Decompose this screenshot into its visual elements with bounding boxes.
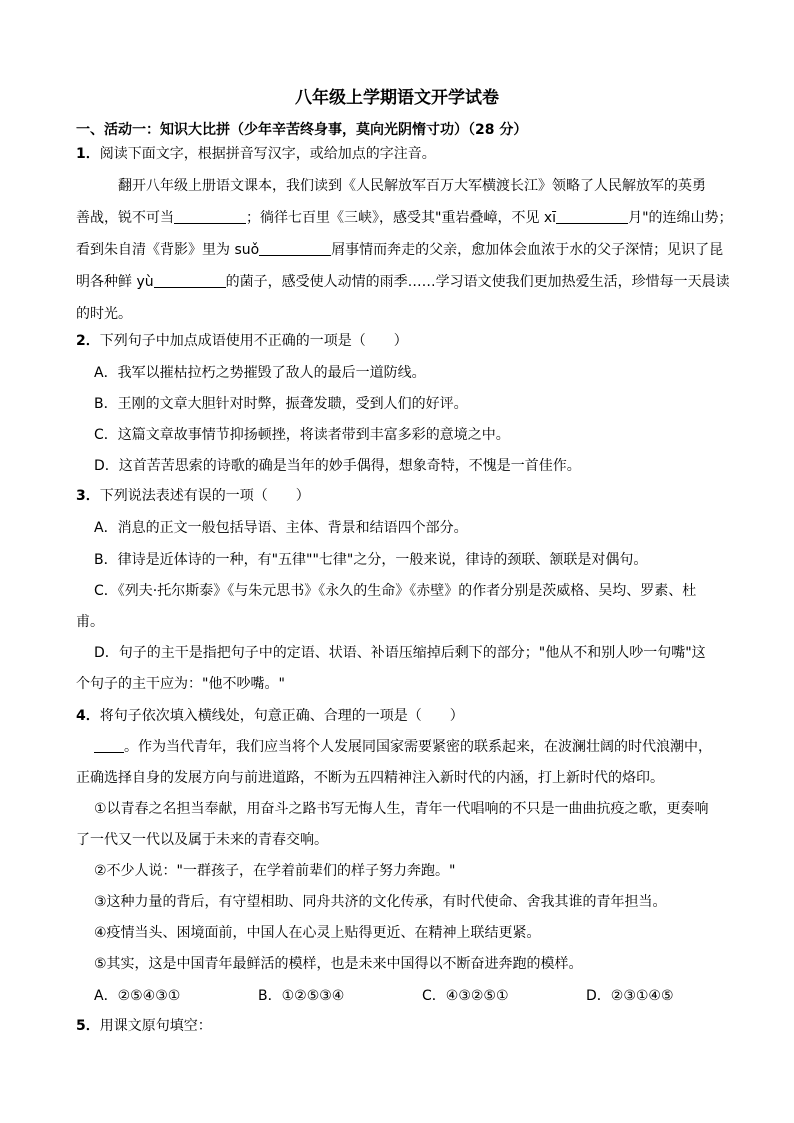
question-3-option-c[interactable]: C．《列夫·托尔斯泰》《与朱元思书》《永久的生命》《赤壁》的作者分别是茨威格、吴均、罗素、杜 <box>94 583 697 599</box>
question-4-sentence-1: ①以青春之名担当奉献，用奋斗之路书写无悔人生，青年一代唱响的不只是一曲曲抗疫之歌，更奏响 <box>94 801 709 817</box>
question-4-options <box>94 985 716 1007</box>
question-4-sentence-3: ③这种力量的背后，有守望相助、同舟共济的文化传承，有时代使命、舍我其谁的青年担当。 <box>94 894 667 910</box>
question-4-passage-line: 正确选择自身的发展方向与前进道路，不断为五四精神注入新时代的内涵，打上新时代的烙印。 <box>76 770 664 786</box>
answer-blank[interactable] <box>556 209 628 224</box>
question-2-prompt: 2．下列句子中加点成语使用不正确的一项是（ ） <box>76 333 408 349</box>
question-1-passage-line: 翻开八年级上册语文课本，我们读到《人民解放军百万大军横渡长江》领略了人民解放军的英勇 <box>118 178 706 194</box>
question-4-option-a[interactable]: A．②⑤④③① <box>94 988 181 1004</box>
question-number: 2． <box>76 333 100 349</box>
question-4-sentence-5: ⑤其实，这是中国青年最鲜活的模样，也是未来中国得以不断奋进奔跑的模样。 <box>94 956 583 972</box>
answer-blank[interactable] <box>154 273 226 288</box>
page-title: 八年级上学期语文开学试卷 <box>295 88 499 108</box>
question-1-passage-line: 善战，锐不可当 ；徜徉七百里《三峡》，感受其"重岩叠嶂，不见 xī 月"的连绵山势； <box>76 210 733 226</box>
question-3-prompt: 3．下列说法表述有误的一项（ ） <box>76 488 310 504</box>
question-3-option-d[interactable]: D．句子的主干是指把句子中的定语、状语、补语压缩掉后剩下的部分；"他从不和别人吵一句嘴"这 <box>94 645 706 661</box>
question-4-option-d[interactable]: D．②③①④⑤ <box>586 988 674 1004</box>
question-3-option-c-cont: 甫。 <box>76 614 104 630</box>
question-3-option-d-cont: 个句子的主干应为："他不吵嘴。" <box>76 676 285 692</box>
question-4-sentence-4: ④疫情当头、困境面前，中国人在心灵上贴得更近、在精神上联结更紧。 <box>94 925 541 941</box>
question-5-prompt: 5．用课文原句填空： <box>76 1018 212 1034</box>
answer-blank[interactable] <box>174 209 246 224</box>
question-2-option-c[interactable]: C．这篇文章故事情节抑扬顿挫，将读者带到丰富多彩的意境之中。 <box>94 427 510 443</box>
answer-blank[interactable] <box>94 738 124 753</box>
question-3-option-a[interactable]: A．消息的正文一般包括导语、主体、背景和结语四个部分。 <box>94 520 468 536</box>
question-1-passage-line: 看到朱自清《背影》里为 suǒ 屑事情而奔走的父亲，愈加体会血浓于水的父子深情；见识了昆 <box>76 242 724 258</box>
question-4-sentence-1-cont: 了一代又一代以及属于未来的青春交响。 <box>76 832 328 848</box>
question-4-passage-line: 。作为当代青年，我们应当将个人发展同国家需要紧密的联系起来，在波澜壮阔的时代浪潮中， <box>94 736 712 758</box>
section-1-title: 一、活动一：知识大比拼（少年辛苦终身事，莫向光阴惰寸功）（28 分） <box>76 122 528 138</box>
question-1-passage-line: 明各种鲜 yù 的菌子，感受使人动情的雨季……学习语文使我们更加热爱生活，珍惜每一天晨读 <box>76 274 730 290</box>
question-2-option-d[interactable]: D．这首苦苦思索的诗歌的确是当年的妙手偶得，想象奇特，不愧是一首佳作。 <box>94 458 581 474</box>
question-4-prompt: 4．将句子依次填入横线处，句意正确、合理的一项是（ ） <box>76 708 464 724</box>
question-2-option-a[interactable]: A．我军以摧枯拉朽之势摧毁了敌人的最后一道防线。 <box>94 365 426 381</box>
question-4-option-c[interactable]: C．④③②⑤① <box>422 988 509 1004</box>
question-2-option-b[interactable]: B．王刚的文章大胆针对时弊，振聋发聩，受到人们的好评。 <box>94 396 468 412</box>
question-4-sentence-2: ②不少人说："一群孩子，在学着前辈们的样子努力奔跑。" <box>94 863 456 879</box>
question-3-option-b[interactable]: B．律诗是近体诗的一种，有"五律""七律"之分，一般来说，律诗的颈联、颔联是对偶句。 <box>94 552 648 568</box>
answer-blank[interactable] <box>259 241 331 256</box>
question-1-prompt: 1．阅读下面文字，根据拼音写汉字，或给加点的字注音。 <box>76 146 436 162</box>
question-number: 4． <box>76 708 100 724</box>
question-4-option-b[interactable]: B．①②⑤③④ <box>258 988 345 1004</box>
question-number: 3． <box>76 488 100 504</box>
question-number: 5． <box>76 1018 100 1034</box>
question-number: 1． <box>76 146 100 162</box>
question-1-passage-line: 的时光。 <box>76 306 132 322</box>
